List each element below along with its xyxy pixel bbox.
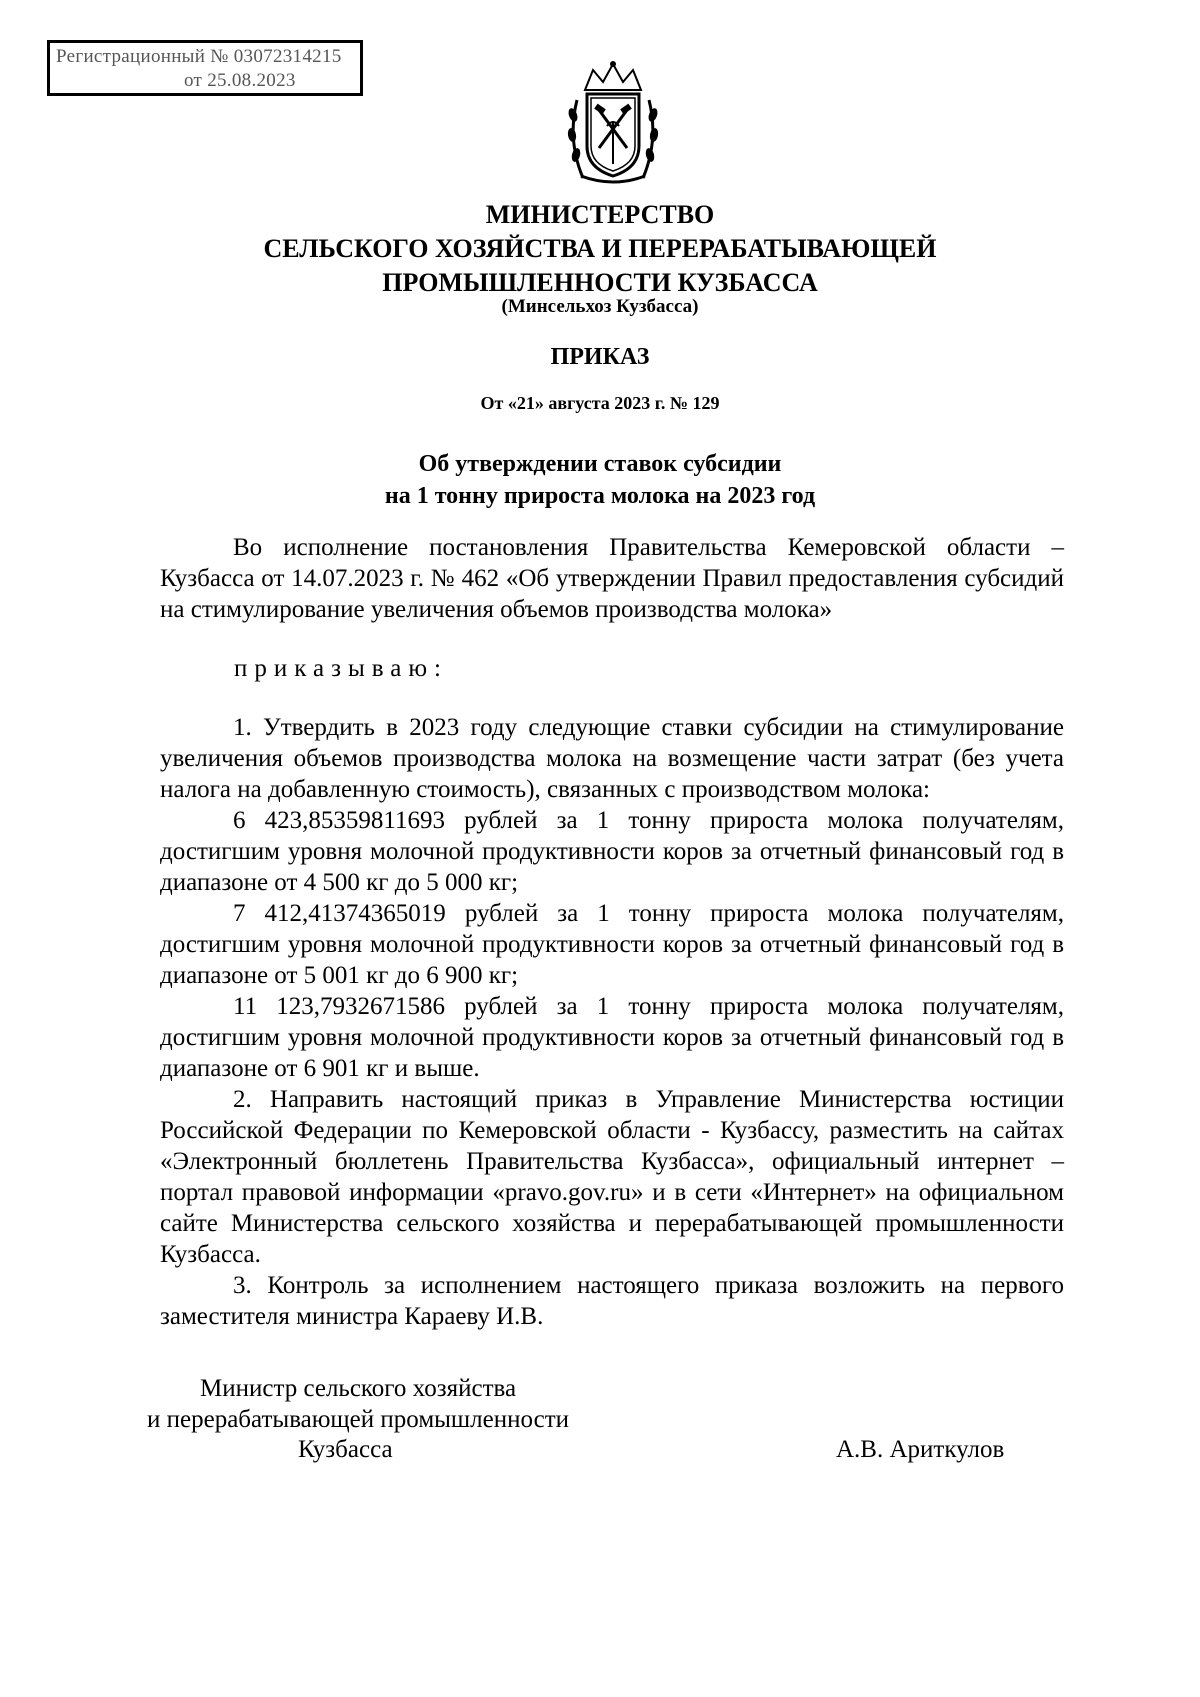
ministry-short-name: (Минсельхоз Кузбасса)	[501, 296, 699, 317]
registration-number: Регистрационный № 03072314215	[56, 46, 342, 67]
ministry-line-1: МИНИСТЕРСТВО	[485, 200, 715, 229]
order-item-3: 3. Контроль за исполнением настоящего приказа возложить на первого заместителя министра Караеву И.В.	[160, 1272, 1064, 1330]
order-word: приказываю:	[234, 655, 448, 682]
preamble-text: Во исполнение постановления Правительства Кемеровской области – Кузбасса от 14.07.2023 г. № 462 «Об утверждении Правил предоставления субсидий на стимулирование увеличения объемов производства молока»	[160, 534, 1064, 623]
subsidy-rate-1: 6 423,85359811693 рублей за 1 тонну прироста молока получателям, достигшим уровня молочной продуктивности коров за отчетный финансовый год в диапазоне от 4 500 кг до 5 000 кг;	[160, 807, 1064, 896]
kuzbass-coat-of-arms-icon	[563, 60, 663, 190]
subject-line-1: Об утверждении ставок субсидии	[418, 451, 782, 477]
document-subject	[0, 448, 1200, 512]
order-item-1: 1. Утвердить в 2023 году следующие ставки субсидии на стимулирование увеличения объемов производства молока на возмещение части затрат (без учета налога на добавленную стоимость), связанных с производством молока:	[160, 714, 1064, 803]
order-items	[160, 712, 1064, 1332]
ministry-line-2: СЕЛЬСКОГО ХОЗЯЙСТВА И ПЕРЕРАБАТЫВАЮЩЕЙ	[263, 234, 937, 263]
document-date-number: От «21» августа 2023 г. № 129	[480, 393, 720, 413]
subsidy-rate-3: 11 123,7932671586 рублей за 1 тонну прироста молока получателям, достигшим уровня молочной продуктивности коров за отчетный финансовый год в диапазоне от 6 901 кг и выше.	[160, 993, 1064, 1082]
document-type: ПРИКАЗ	[550, 344, 650, 370]
subject-line-2: на 1 тонну прироста молока на 2023 год	[384, 483, 816, 509]
registration-date: от 25.08.2023	[184, 70, 296, 91]
signatory-title-line-1: Министр сельского хозяйства	[200, 1375, 517, 1402]
signatory-title-line-2: и перерабатывающей промышленности	[147, 1406, 570, 1433]
preamble-paragraph	[160, 532, 1064, 625]
order-item-2: 2. Направить настоящий приказ в Управление Министерства юстиции Российской Федерации по Кемеровской области - Кузбассу, разместить на сайтах «Электронный бюллетень Правительства Кузбасса», официальный интернет – портал правовой информации «pravo.gov.ru» и в сети «Интернет» на официальном сайте Министерства сельского хозяйства и перерабатывающей промышленности Кузбасса.	[160, 1086, 1064, 1268]
signatory-name: А.В. Ариткулов	[836, 1436, 1005, 1463]
ministry-name	[0, 198, 1200, 300]
subsidy-rate-2: 7 412,41374365019 рублей за 1 тонну прироста молока получателям, достигшим уровня молочной продуктивности коров за отчетный финансовый год в диапазоне от 5 001 кг до 6 900 кг;	[160, 900, 1064, 989]
registration-stamp	[47, 40, 363, 96]
signatory-title-line-3: Кузбасса	[298, 1436, 393, 1463]
ministry-line-3: ПРОМЫШЛЕННОСТИ КУЗБАССА	[382, 268, 818, 297]
